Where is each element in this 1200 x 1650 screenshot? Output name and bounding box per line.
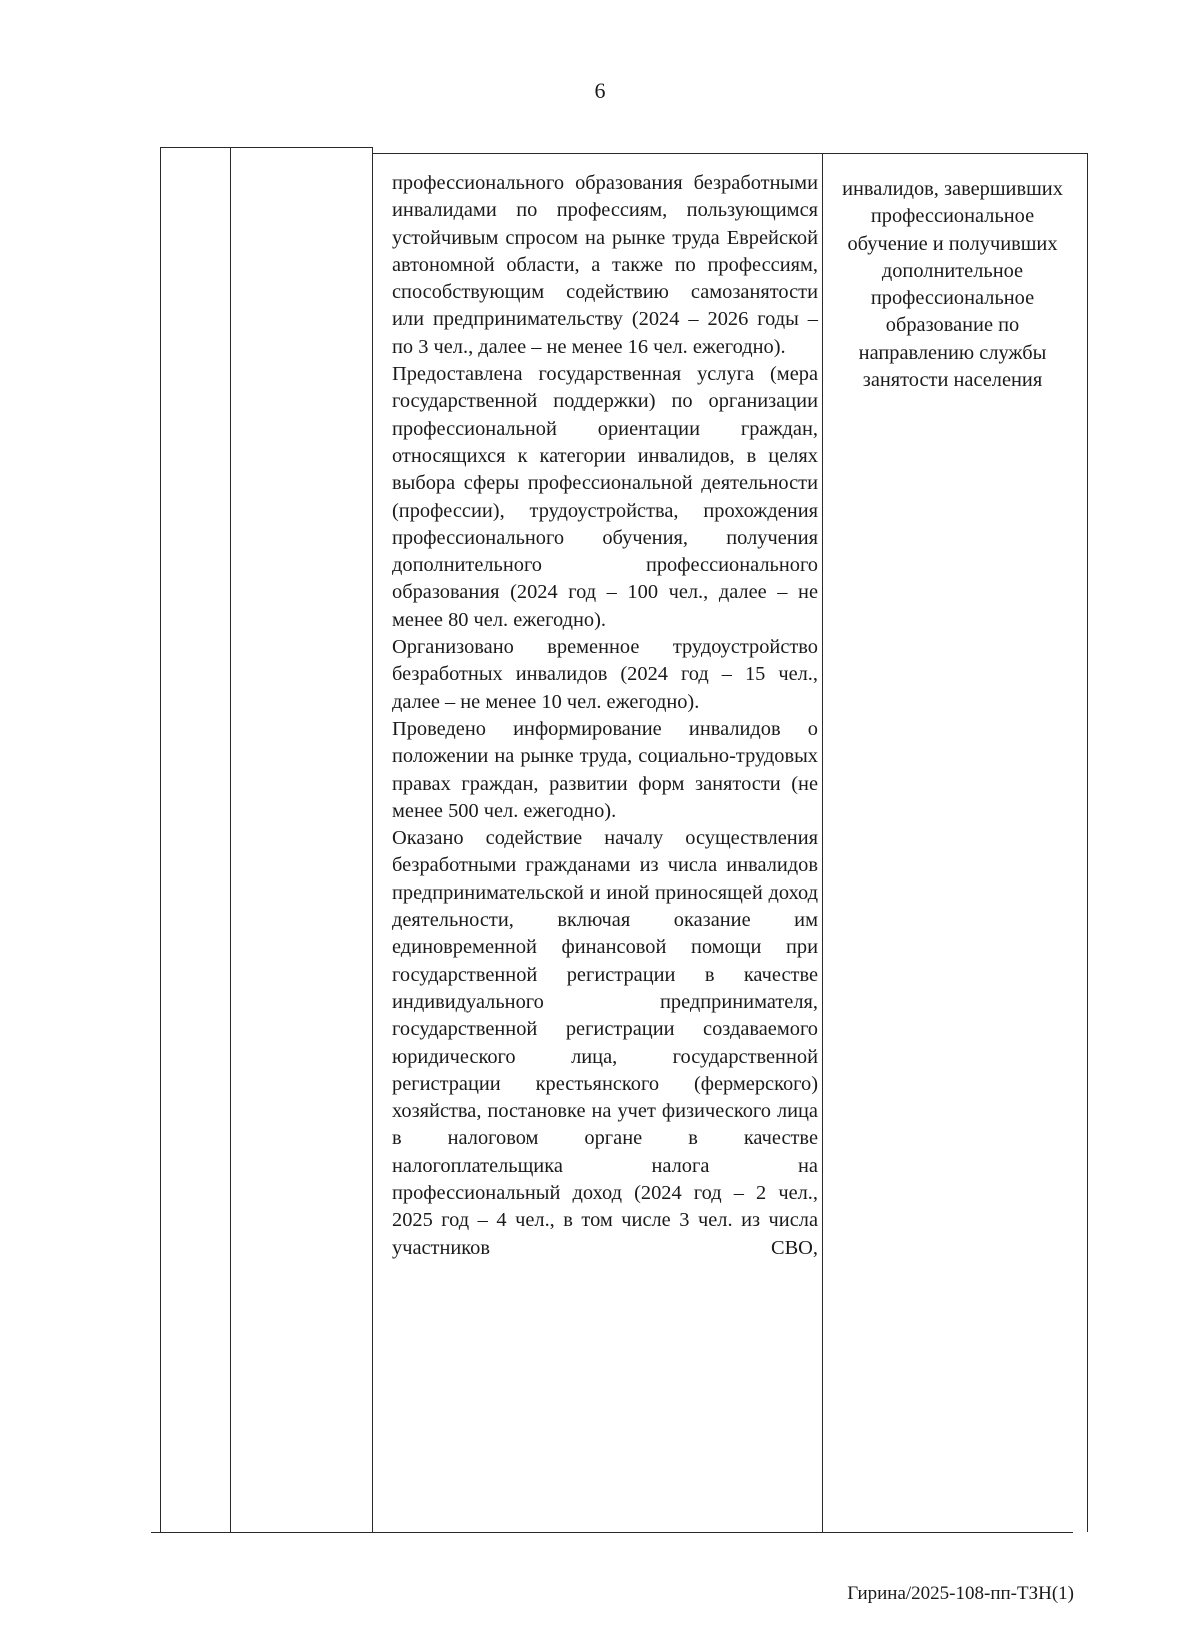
measure-paragraph: Проведено информирование инвалидов о положении на рынке труда, социально-трудовых правах граждан, развитии форм занятости (не менее 500 чел. ежегодно). bbox=[392, 717, 818, 822]
footer-document-code: Гирина/2025-108-пп-ТЗН(1) bbox=[847, 1583, 1074, 1604]
table-cell-indicator: инвалидов, завершивших профессиональное обучение и получивших дополнительное профессиональное образование по направлению службы занятости населения bbox=[842, 178, 1063, 392]
table-bottom-border bbox=[151, 1532, 1073, 1533]
table-left-border bbox=[160, 147, 161, 1532]
table-right-border bbox=[1087, 153, 1088, 1532]
measure-paragraph: Оказано содействие началу осуществления безработными гражданами из числа инвалидов предпринимательской и иной приносящей доход деятельности, включая оказание им единовременной финансовой помощи при государственной регистрации в качестве индивидуального предпринимателя, государственной регистрации создаваемого юридического лица, государственной регистрации крестьянского (фермерского) хозяйства, постановке на учет физического лица в налоговом органе в качестве налогоплательщика налога на профессиональный доход (2024 год – 2 чел., 2025 год – 4 чел., в том числе 3 чел. из числа участников СВО, bbox=[392, 827, 818, 1259]
measure-paragraph: Организовано временное трудоустройство безработных инвалидов (2024 год – 15 чел., далее – не менее 10 чел. ежегодно). bbox=[392, 636, 818, 713]
table-top-border-right bbox=[372, 153, 1087, 154]
measure-paragraph: профессионального образования безработными инвалидами по профессиям, пользующимся устойчивым спросом на рынке труда Еврейской автономной области, а также по профессиям, способствующим содействию самозанятости или предпринимательству (2024 – 2026 годы – по 3 чел., далее – не менее 16 чел. ежегодно). bbox=[392, 172, 818, 358]
measure-paragraph: Предоставлена государственная услуга (мера государственной поддержки) по организации профессиональной ориентации граждан, относящихся к категории инвалидов, в целях выбора сферы профессиональной деятельности (профессии), трудоустройства, прохождения профессионального обучения, получения дополнительного профессионального образования (2024 год – 100 чел., далее – не менее 80 чел. ежегодно). bbox=[392, 363, 818, 631]
page-number: 6 bbox=[594, 78, 606, 103]
table-top-border bbox=[160, 147, 372, 148]
col-divider-2 bbox=[372, 147, 373, 1532]
col-divider-3 bbox=[822, 153, 823, 1532]
table-cell-measures bbox=[392, 170, 818, 1262]
col-divider-1 bbox=[230, 147, 231, 1532]
